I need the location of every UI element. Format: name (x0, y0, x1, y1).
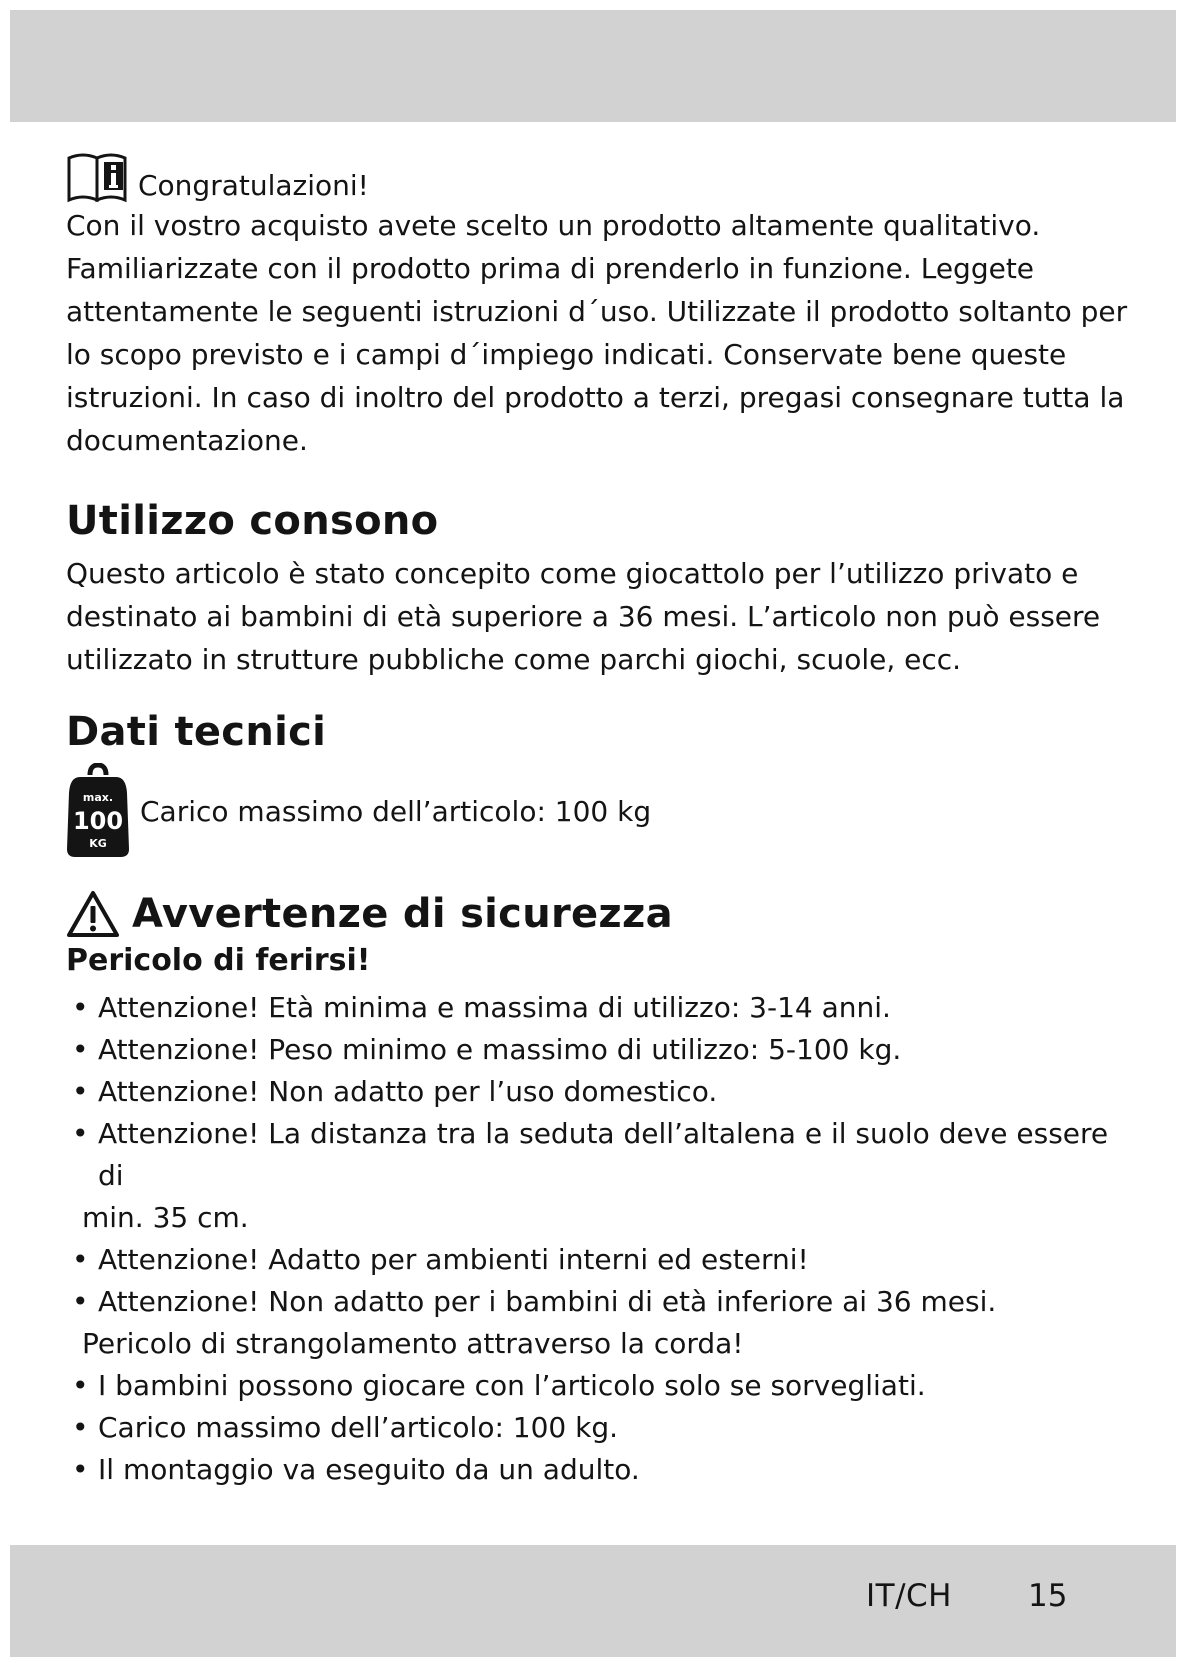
max-load-row (66, 763, 1136, 859)
page-content (66, 150, 1136, 1491)
usage-title: Utilizzo consono (66, 498, 439, 544)
safety-item (66, 1365, 1136, 1407)
safety-item (66, 1239, 1136, 1281)
safety-item (66, 1281, 1136, 1365)
safety-item (66, 987, 1136, 1029)
safety-item (66, 1029, 1136, 1071)
header-bar (10, 10, 1176, 122)
safety-title: Avvertenze di sicurezza (132, 891, 673, 937)
safety-item-text: I bambini possono giocare con l’articolo solo se sorvegliati. (98, 1369, 926, 1402)
safety-list (66, 987, 1136, 1491)
max-load-text: Carico massimo dell’articolo: 100 kg (140, 794, 652, 828)
safety-section (66, 889, 1136, 1491)
footer-language: IT/CH (866, 1578, 952, 1614)
safety-item (66, 1449, 1136, 1491)
safety-item-text: Attenzione! Non adatto per l’uso domestico. (98, 1075, 718, 1108)
safety-item-continuation: Pericolo di strangolamento attraverso la corda! (82, 1327, 744, 1360)
page-number: 15 (1028, 1578, 1068, 1614)
tech-title: Dati tecnici (66, 709, 327, 755)
safety-item-text: Attenzione! Adatto per ambienti interni ed esterni! (98, 1243, 809, 1276)
safety-item-text: Attenzione! Età minima e massima di utilizzo: 3-14 anni. (98, 991, 891, 1024)
warning-triangle-icon (66, 889, 120, 939)
weight-icon-top: max. (82, 791, 114, 804)
usage-section (66, 496, 1136, 681)
weight-icon-unit: KG (89, 837, 107, 850)
safety-item-text: Attenzione! Non adatto per i bambini di età inferiore ai 36 mesi. (98, 1285, 997, 1318)
safety-item-text: Il montaggio va eseguito da un adulto. (98, 1453, 640, 1486)
safety-subtitle: Pericolo di ferirsi! (66, 943, 371, 978)
safety-item-text: Carico massimo dell’articolo: 100 kg. (98, 1411, 619, 1444)
intro-greeting: Congratulazioni! (138, 169, 369, 202)
safety-item-continuation: min. 35 cm. (82, 1201, 249, 1234)
usage-paragraph: Questo articolo è stato concepito come giocattolo per l’utilizzo privato e destinato ai bambini di età superiore a 36 mesi. L’articolo non può essere utilizzato in strutture pubbliche come parchi giochi, scuole, ecc. (66, 557, 1101, 676)
safety-item (66, 1407, 1136, 1449)
safety-heading (66, 889, 1136, 939)
weight-icon-value: 100 (72, 807, 124, 835)
weight-icon (66, 763, 130, 859)
safety-item (66, 1071, 1136, 1113)
intro-heading (66, 150, 1136, 204)
safety-item (66, 1113, 1136, 1239)
safety-item-text: Attenzione! La distanza tra la seduta dell’altalena e il suolo deve essere di (98, 1117, 1109, 1192)
footer-bar (10, 1545, 1176, 1657)
safety-item-text: Attenzione! Peso minimo e massimo di utilizzo: 5-100 kg. (98, 1033, 902, 1066)
info-manual-icon (66, 150, 132, 204)
tech-section (66, 707, 1136, 859)
intro-paragraph: Con il vostro acquisto avete scelto un prodotto altamente qualitativo. Familiarizzate con il prodotto prima di prenderlo in funzione. Leggete attentamente le seguenti istruzioni d´uso. Utilizzate il prodotto soltanto per lo scopo previsto e i campi d´impiego indicati. Conservate bene queste istruzioni. In caso di inoltro del prodotto a terzi, pregasi consegnare tutta la documentazione. (66, 209, 1128, 457)
